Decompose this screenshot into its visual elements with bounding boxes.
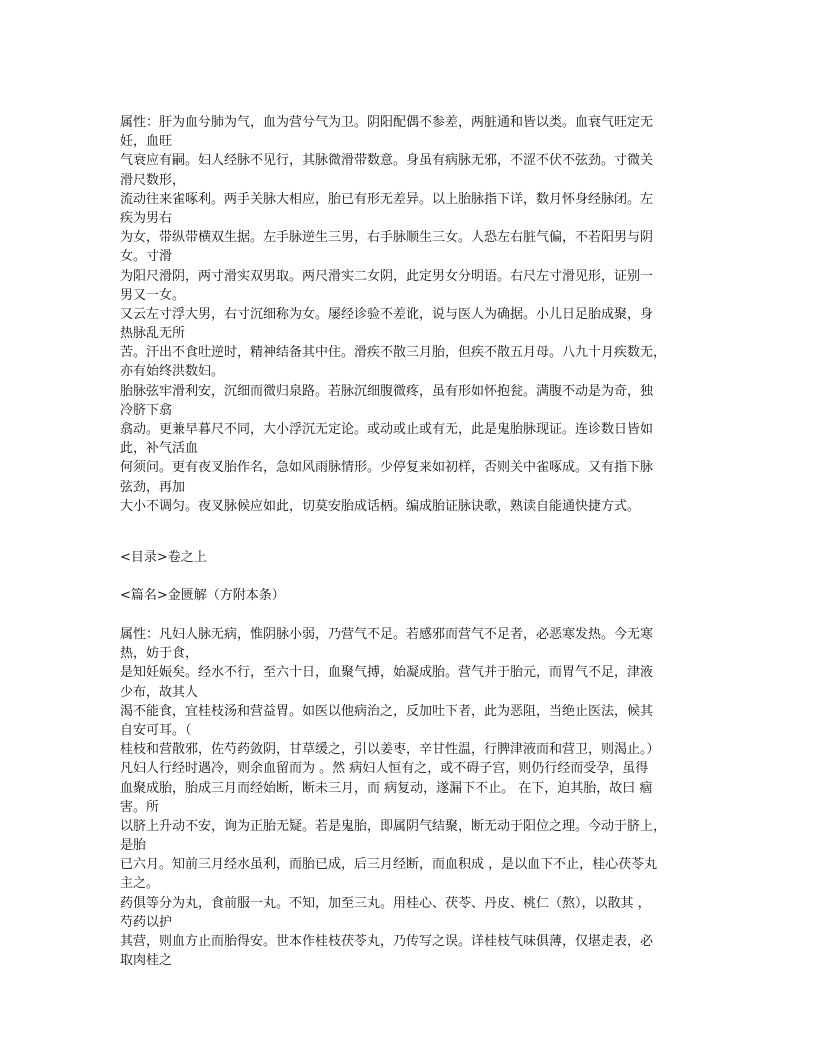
text-line: 胎脉弦牢滑利安，沉细而微归泉路。若脉沉细腹微疼，虽有形如怀抱瓮。满腹不动是为奇，独 — [120, 383, 654, 399]
text-line: 又云左寸浮大男，右寸沉细称为女。屡经诊验不差讹，说与医人为确据。小儿日足胎成聚，身 — [120, 306, 654, 322]
text-line: 已六月。知前三月经水虽利，而胎已成，后三月经断，而血积成 ，是以血下不止，桂心茯苓丸 — [120, 857, 658, 873]
text-line: 桂枝和营散邪，佐芍药敛阴，甘草缓之，引以姜枣，辛甘性温，行脾津液而和营卫，则渴止。） — [120, 742, 660, 758]
table-of-contents-heading: <目录>卷之上 — [120, 550, 207, 565]
text-line: 亦有始终洪数妇。 — [120, 364, 225, 380]
text-line: 疾为男右 — [120, 210, 173, 226]
text-line: 翕动。更兼早暮尺不同，大小浮沉无定论。或动或止或有无，此是鬼胎脉现证。连诊数日皆如 — [120, 422, 654, 437]
chapter-title-heading: <篇名>金匮解（方附本条） — [120, 588, 285, 603]
text-line: 气衰应有嗣。妇人经脉不见行，其脉微滑带数意。身虽有病脉无邪，不涩不伏不弦劲。寸微关 — [120, 153, 654, 169]
text-line: 冷脐下翕 — [120, 402, 173, 418]
text-line: 妊，血旺 — [120, 134, 173, 150]
text-line: 何须问。更有夜叉胎作名，急如风雨脉情形。少停复来如初样，否则关中雀啄成。又有指下脉 — [120, 460, 654, 476]
text-line: 属性：凡妇人脉无病，惟阴脉小弱，乃营气不足。若感邪而营气不足者，必恶寒发热。今无寒 — [120, 627, 654, 642]
text-line: 弦劲，再加 — [120, 479, 186, 495]
text-line: 其营，则血方止而胎得安。世本作桂枝茯苓丸，乃传写之误。详桂枝气味俱薄，仅堪走表，必 — [120, 934, 654, 949]
text-line: 渴不能食，宜桂枝汤和营益胃。如医以他病治之，反加吐下者，此为恶阻，当绝止医法，候其 — [120, 703, 654, 719]
text-line: 是知妊娠矣。经水不行，至六十日，血聚气搏，始凝成胎。营气并于胎元，而胃气不足，津液 — [120, 665, 654, 681]
text-line: 自安可耳。（ — [120, 722, 192, 738]
text-line: 芍药以护 — [120, 914, 173, 930]
text-line: 苦。汗出不食吐逆时，精神结备其中住。滑疾不散三月胎，但疾不散五月母。八九十月疾数无， — [120, 345, 667, 361]
text-line: 以脐上升动不安，询为正胎无疑。若是鬼胎，即属阴气结聚，断无动于阳位之理。今动于脐上， — [120, 818, 667, 834]
text-line: 取肉桂之 — [120, 953, 173, 969]
text-line: 热脉乱无所 — [120, 326, 186, 342]
text-line: 少布，故其人 — [120, 684, 199, 700]
text-line: 为阳尺滑阴，两寸滑实双男取。两尺滑实二女阴，此定男女分明语。右尺左寸滑见形，证别一 — [120, 268, 654, 284]
text-line: 大小不调匀。夜叉脉候应如此，切莫安胎成话柄。编成胎证脉诀歌，熟读自能通快捷方式。 — [120, 498, 641, 514]
jingui-commentary-section — [120, 625, 700, 970]
text-line: 为女，带纵带横双生据。左手脉逆生三男，右手脉顺生三女。人恐左右脏气偏，不若阳男与阴 — [120, 230, 654, 246]
text-line: 是胎 — [120, 838, 147, 854]
text-line: 主之。 — [120, 876, 160, 892]
text-line: 热，妨于食， — [120, 646, 199, 662]
pulse-verse-section — [120, 113, 700, 516]
text-line: 血聚成胎，胎成三月而经始断，断未三月，而 病复动，遂漏下不止。 在下，迫其胎，故曰 痼 — [120, 780, 653, 796]
text-line: 害。所 — [120, 799, 160, 815]
text-line: 流动往来雀啄利。两手关脉大相应，胎已有形无差异。以上胎脉指下详，数月怀身经脉闭。左 — [120, 191, 654, 207]
text-line: 属性：肝为血兮肺为气，血为营兮气为卫。阴阳配偶不参差，两脏通和皆以类。血衰气旺定无 — [120, 115, 654, 130]
text-line: 女。寸滑 — [120, 249, 173, 265]
text-line: 男又一女。 — [120, 287, 186, 303]
text-line: 凡妇人行经时遇冷，则余血留而为 。然 病妇人恒有之，或不碍子宫，则仍行经而受孕，虽得 — [120, 761, 649, 777]
text-line: 此，补气活血 — [120, 441, 199, 457]
text-line: 药俱等分为丸，食前服一丸。不知，加至三丸。用桂心、茯苓、丹皮、桃仁（熬），以散其 ， — [120, 895, 651, 911]
text-line: 滑尺数形， — [120, 172, 186, 188]
